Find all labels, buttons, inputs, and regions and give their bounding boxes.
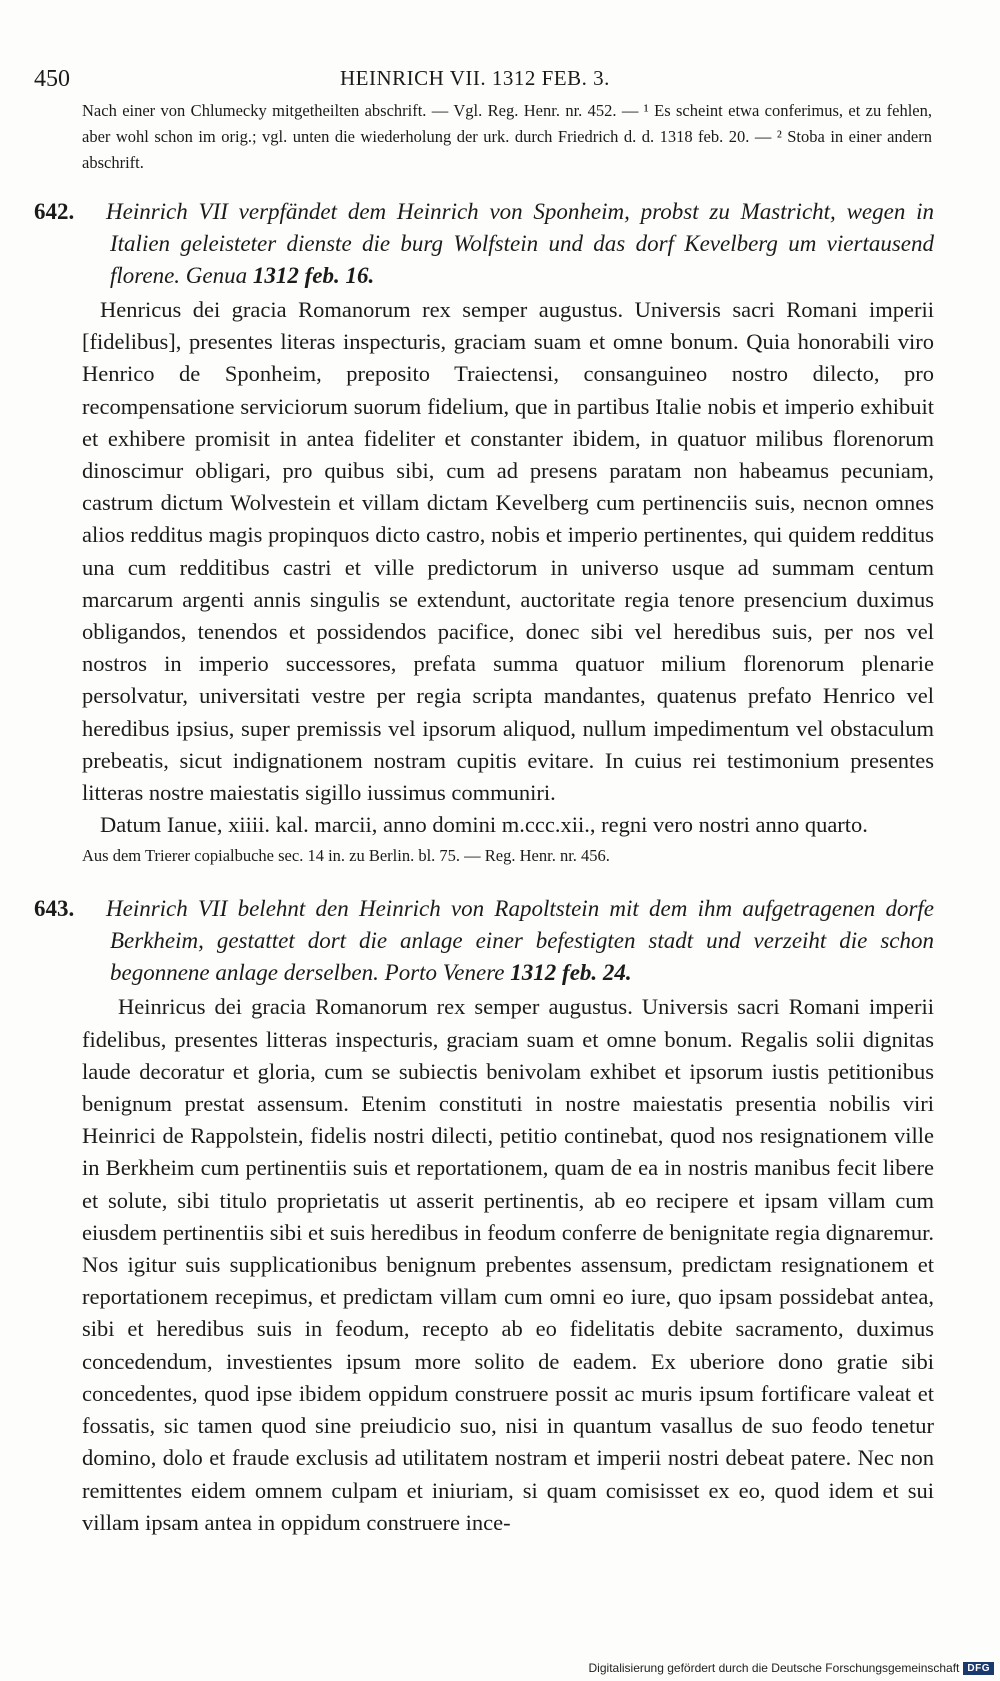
page-number: 450: [34, 66, 70, 92]
page-header: [34, 58, 942, 98]
doc-642-body: [82, 294, 934, 841]
doc-643-number: 643.: [34, 896, 75, 922]
doc-642-source: Aus dem Trierer copialbuche sec. 14 in. zu Berlin. bl. 75. — Reg. Henr. nr. 456.: [82, 846, 610, 866]
doc-643-title: [34, 893, 934, 989]
doc-643-date: 1312 feb. 24.: [510, 960, 632, 986]
footer-text: Digitalisierung gefördert durch die Deutsche Forschungsgemeinschaft: [588, 1661, 960, 1675]
doc-642-summary: Heinrich VII verpfändet dem Heinrich von Sponheim, probst zu Mastricht, wegen in Italien geleisteter dienste die burg Wolfstein und das dorf Kevelberg um viertausend florene.: [106, 199, 934, 288]
doc-642-datum: Datum Ianue, xiiii. kal. marcii, anno domini m.ccc.xii., regni vero nostri anno quarto.: [100, 812, 868, 838]
running-title: HEINRICH VII. 1312 FEB. 3.: [340, 66, 610, 90]
document-page: [34, 58, 942, 1539]
doc-642-place: Genua: [185, 263, 248, 288]
digitization-footer: [589, 1661, 994, 1675]
doc-643-place: Porto Venere: [384, 960, 505, 986]
doc-642-date: 1312 feb. 16.: [252, 263, 375, 288]
doc-642-text: Henricus dei gracia Romanorum rex semper augustus. Universis sacri Romani imperii [fidelibus], presentes literas inspecturis, graciam suam et omne bonum. Quia honorabili viro Henrico de Sponheim, preposito Traiectensi, consanguineo nostro dilecto, pro recompensatione serviciorum suorum fidelium, que in partibus Italie nobis et imperio exhibuit et exhibere promisit in antea fideliter et constanter ibidem, in quatuor milibus florenorum dinoscimur obligari, pro quibus sibi, cum ad presens paratam non habeamus pecuniam, castrum dictum Wolvestein et villam dictam Kevelberg cum pertinenciis suis, necnon omnes alios redditus magis propinquos dicto castro, nobis et imperio pertinentes, qui quidem redditus una cum redditibus castri et ville predictorum in universo usque ad summam centum marcarum argenti annis singulis se extendunt, auctoritate regia tenore presencium duximus obligandos, tenendos et possidendos pacifice, donec sibi vel heredibus suis, per nos vel nostros in imperio successores, prefata summa quatuor milium florenorum plenarie persolvatur, universitati vestre per regia scripta mandantes, quatenus prefato Henrico vel heredibus ipsius, super premissis vel ipsorum aliquod, nullum impedimentum vel obstaculum prebeatis, sicut indignationem nostram cupitis evitare. In cuius rei testimonium presentes litteras nostre maiestatis sigillo iussimus communiri.: [82, 297, 934, 806]
doc-643-text: Heinricus dei gracia Romanorum rex semper augustus. Universis sacri Romani imperii fidelibus, presentes litteras inspecturis, graciam suam et omne bonum. Regalis solii dignitas laude decoratur et gloria, cum se subiectis benivolam exhibet et ipsorum iustis petitionibus benignum prestat assensum. Etenim constituti in nostre maiestatis presentia nobilis viri Heinrici de Rappolstein, fidelis nostri dilecti, petitio continebat, quod nos resignationem ville in Berkheim cum pertinentiis suis et reportationem, quam de ea in nostris manibus fecit libere et solute, sibi titulo proprietatis ut asserit pertinentis, ab eo recipere et ipsam villam cum eiusdem pertinentiis sibi et suis heredibus in feodum conferre de benignitate regia dignaremur. Nos igitur suis supplicationibus benignum prebentes assensum, predictam resignationem et reportationem recepimus, et predictam villam cum omni eo iure, quo ipsam possidebat antea, sibi et heredibus suis in feodum, recepto ab eo fidelitatis debite sacramento, duximus concedendum, investientes ipsum more solito de eadem. Ex uberiore dono gratie sibi concedentes, quod ipse ibidem oppidum construere possit ac muris ipsum fortificare valeat et fossatis, sic tamen quod sine preiudicio suo, nisi in quantum vasallus de suo feodo tenetur domino, dolo et fraude exclusis ad utilitatem nostram et imperii nostri debeat patere. Nec non remittentes eidem omnem culpam et iniuriam, si quam comisisset ex eo, quod idem et sui villam ipsam antea in oppidum construere ince-: [82, 994, 934, 1535]
doc-642-title: [34, 196, 934, 292]
doc-643-summary: Heinrich VII belehnt den Heinrich von Rapoltstein mit dem ihm aufgetragenen dorfe Berkheim, gestattet dort die anlage einer befestigten stadt und verzeiht die schon begonnene anlage derselben.: [106, 896, 934, 986]
note-text: Nach einer von Chlumecky mitgetheilten abschrift. — Vgl. Reg. Henr. nr. 452. — ¹ Es scheint etwa conferimus, et zu fehlen, aber wohl schon im orig.; vgl. unten die wiederholung der urk. durch Friedrich d. d. 1318 feb. 20. — ² Stoba in einer andern abschrift.: [82, 101, 932, 172]
previous-document-note: [82, 98, 932, 176]
doc-643-body: [82, 991, 934, 1538]
doc-642-number: 642.: [34, 199, 75, 224]
dfg-logo: DFG: [963, 1662, 994, 1675]
